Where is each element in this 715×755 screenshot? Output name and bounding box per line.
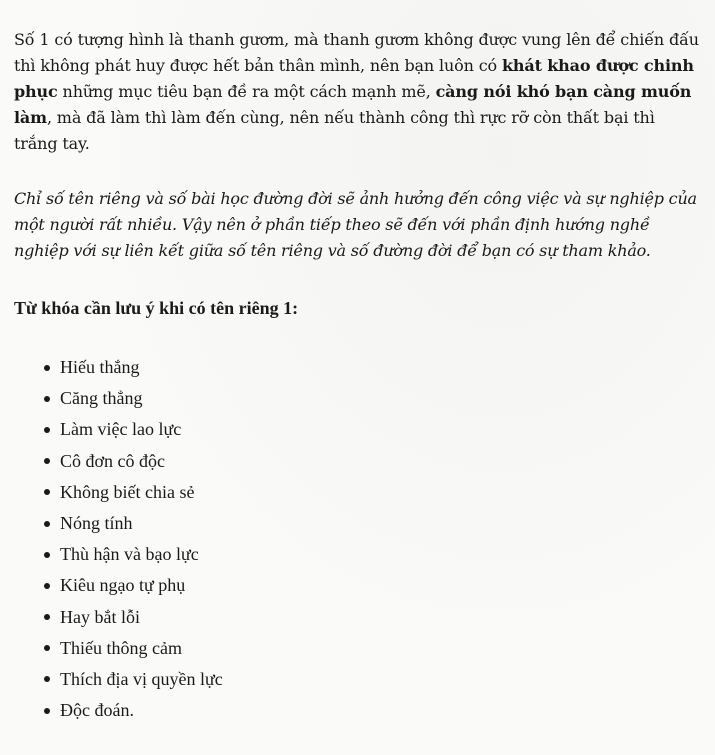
list-item xyxy=(44,352,702,383)
bullet-icon xyxy=(44,676,50,682)
paragraph-career-intro: Chỉ số tên riêng và số bài học đường đời sẽ ảnh hưởng đến công việc và sự nghiệp của một người rất nhiều. Vậy nên ở phần tiếp theo sẽ đến với phần định hướng nghề nghiệp với sự liên kết giữa số tên riêng và số đường đời để bạn có sự tham khảo. xyxy=(14,189,697,260)
list-item xyxy=(44,539,702,570)
bullet-icon xyxy=(44,396,50,402)
list-item-label: Không biết chia sẻ xyxy=(60,481,195,502)
paragraph-text: Số 1 có tượng hình là thanh gươm, mà thanh gươm không được vung lên để chiến đấu thì không phát huy được hết bản thân mình, nên bạn luôn có xyxy=(14,30,699,75)
list-item-label: Làm việc lao lực xyxy=(60,419,182,440)
list-item xyxy=(44,664,702,695)
list-item xyxy=(44,695,702,726)
list-item-label: Hay bắt lỗi xyxy=(60,606,140,627)
bullet-icon xyxy=(44,427,50,433)
list-item xyxy=(44,446,702,477)
list-item xyxy=(44,414,702,445)
bullet-icon xyxy=(44,583,50,589)
emphasis-text: khát khao được chinh phục xyxy=(14,56,694,101)
article-body xyxy=(14,27,702,726)
list-item-label: Hiếu thắng xyxy=(60,357,140,378)
bullet-icon xyxy=(44,645,50,651)
list-item xyxy=(44,570,702,601)
list-item-label: Thích địa vị quyền lực xyxy=(60,668,223,689)
list-item xyxy=(44,508,702,539)
list-item xyxy=(44,477,702,508)
bullet-icon xyxy=(44,521,50,527)
list-item xyxy=(44,383,702,414)
list-item-label: Độc đoán. xyxy=(60,700,134,721)
list-item-label: Nóng tính xyxy=(60,513,133,534)
list-item-label: Thiếu thông cảm xyxy=(60,637,182,658)
list-item xyxy=(44,633,702,664)
list-item-label: Thù hận và bạo lực xyxy=(60,544,199,565)
paragraph-text: những mục tiêu bạn đề ra một cách mạnh mẽ, xyxy=(57,82,436,101)
paragraph-number-1-description xyxy=(14,27,702,157)
list-item-label: Cô đơn cô độc xyxy=(60,450,166,471)
bullet-icon xyxy=(44,614,50,620)
bullet-icon xyxy=(44,489,50,495)
list-item xyxy=(44,602,702,633)
list-item-label: Kiêu ngạo tự phụ xyxy=(60,575,186,596)
bullet-icon xyxy=(44,552,50,558)
bullet-icon xyxy=(44,365,50,371)
bullet-icon xyxy=(44,458,50,464)
paragraph-text: , mà đã làm thì làm đến cùng, nên nếu thành công thì rực rỡ còn thất bại thì trắng tay. xyxy=(14,108,655,153)
keywords-heading: Từ khóa cần lưu ý khi có tên riêng 1: xyxy=(14,298,299,318)
bullet-icon xyxy=(44,708,50,714)
list-item-label: Căng thẳng xyxy=(60,388,143,409)
emphasis-text: càng nói khó bạn càng muốn làm xyxy=(14,82,692,127)
keyword-list xyxy=(14,352,702,726)
